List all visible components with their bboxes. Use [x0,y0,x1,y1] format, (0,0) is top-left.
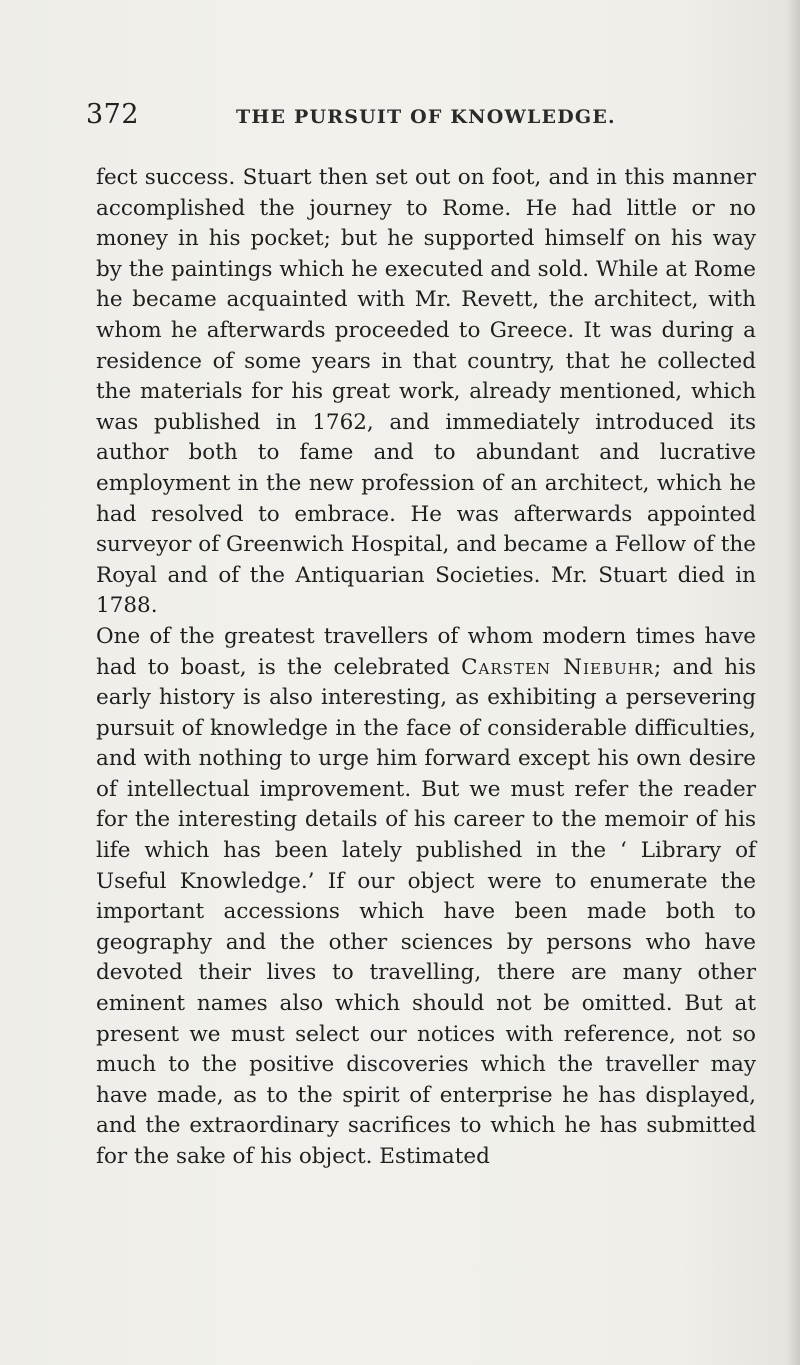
paragraph-2 [96,622,756,1173]
page-header [0,98,800,138]
page-edge-shadow [786,0,800,1365]
paragraph-1: fect success. Stuart then set out on foot, and in this manner accomplished the journey to Rome. He had little or no money in his pocket; but he supported himself on his way by the paintings which he executed and sold. While at Rome he became acquainted with Mr. Revett, the architect, with whom he afterwards proceeded to Greece. It was during a residence of some years in that country, that he collected the materials for his great work, already mentioned, which was published in 1762, and immediately introduced its author both to fame and to abundant and lucrative employment in the new profession of an architect, which he had resolved to embrace. He was afterwards appointed surveyor of Greenwich Hospital, and became a Fellow of the Royal and of the Antiquarian Societies. Mr. Stuart died in 1788. [96,165,756,619]
paragraph-2-rest: ; and his early history is also interesting, as exhibiting a persevering pursuit of knowledge in the face of considerable difficulties, and with nothing to urge him forward except his own desire of intellectual improvement. But we must refer the reader for the interesting details of his career to the memoir of his life which has been lately published in the ‘ Library of Useful Knowledge.’ If our object were to enumerate the important accessions which have been made both to geography and the other sciences by persons who have devoted their lives to travelling, there are many other eminent names also which should not be omitted. But at present we must select our notices with reference, not so much to the positive discoveries which the traveller may have made, as to the spirit of enterprise he has displayed, and the extraordinary sacrifices to which he has submitted for the sake of his object. Estimated [96,654,756,1169]
running-head: THE PURSUIT OF KNOWLEDGE. [236,106,616,128]
paragraph-2-lead: One of the greatest travellers of whom modern times have had to boast, is the celebrated [96,623,756,680]
person-name: Carsten Niebuhr [461,654,655,680]
page-number: 372 [86,99,140,130]
body-text [96,163,756,1173]
